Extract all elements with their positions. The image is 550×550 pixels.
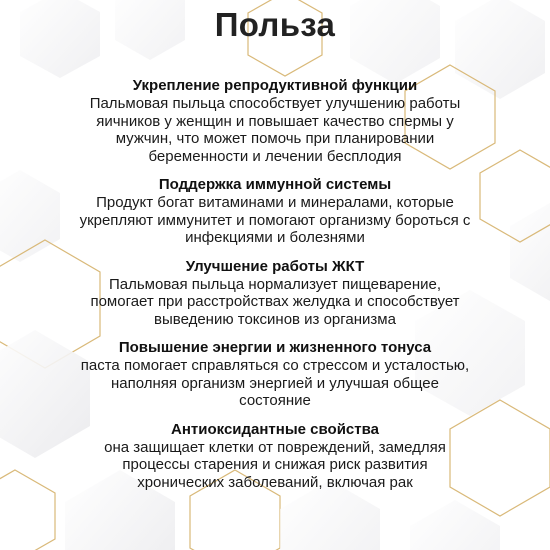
benefit-item [30,176,520,247]
page-title: Польза [214,6,336,43]
benefit-heading: Поддержка иммунной системы [158,176,392,193]
benefit-text: паста помогает справляться со стрессом и усталостью, наполняя организм энергией и улучшая общее состояние [80,357,470,409]
benefit-item [30,77,520,165]
benefit-item [30,258,520,329]
benefit-heading: Улучшение работы ЖКТ [185,257,365,275]
benefit-text: Пальмовая пыльца способствует улучшению работы яичников у женщин и повышает качество спермы у мужчин, что может помочь при планировании беременности и лечении бесплодия [89,95,461,165]
benefit-heading: Повышение энергии и жизненного тонуса [118,339,432,356]
benefit-item [30,339,520,410]
benefit-text: она защищает клетки от повреждений, замедляя процессы старения и снижая риск развития хронических заболеваний, включая рак [104,438,446,491]
benefit-heading: Укрепление репродуктивной функции [132,77,418,94]
benefit-item [30,421,520,492]
benefit-text: Пальмовая пыльца нормализует пищеварение, помогает при расстройствах желудка и способствует выведению токсинов из организма [90,275,460,328]
benefits-list [30,77,520,491]
benefit-text: Продукт богат витаминами и минералами, которые укрепляют иммунитет и помогают организму бороться с инфекциями и болезнями [79,194,471,246]
benefit-heading: Антиоксидантные свойства [171,420,379,438]
